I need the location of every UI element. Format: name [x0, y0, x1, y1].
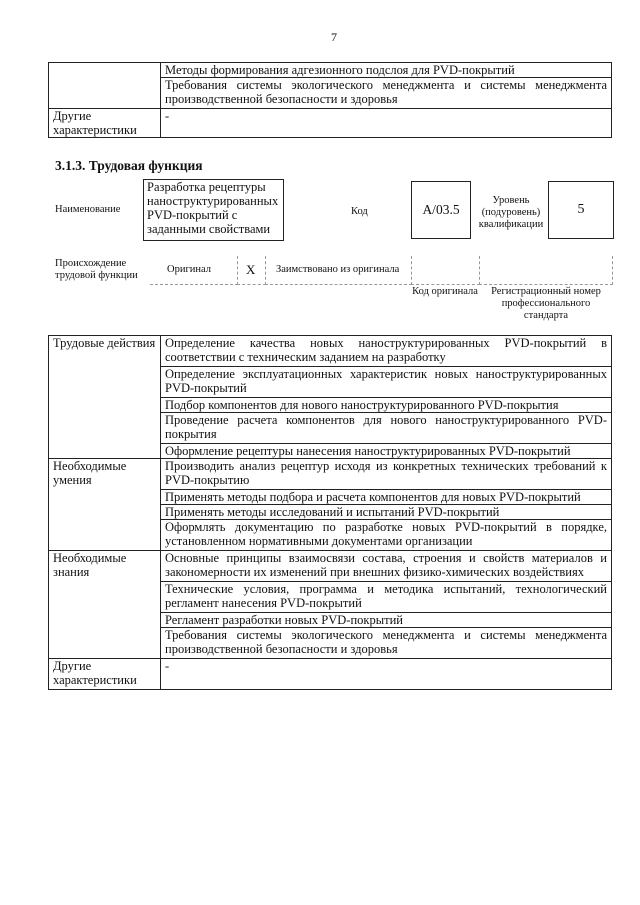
function-code-box: A/03.5: [411, 181, 471, 239]
code-original-caption: Код оригинала: [412, 286, 478, 297]
table-cell: Требования системы экологического менеджмента и системы менеджмента производственной безопасности и здоровья: [161, 78, 612, 109]
page-number: 7: [331, 30, 337, 44]
table-cell: Подбор компонентов для нового наноструктурированного PVD-покрытия: [161, 398, 612, 413]
origin-x-mark: X: [246, 262, 256, 277]
table-cell: Определение эксплуатационных характеристик новых наноструктурированных PVD-покрытий: [161, 367, 612, 398]
table-cell: Производить анализ рецептур исходя из конкретных технических требований к PVD-покрытию: [161, 459, 612, 490]
function-name-box: Разработка рецептуры наноструктурированных PVD-покрытий с заданными свойствами: [143, 179, 284, 241]
table-cell: Оформление рецептуры нанесения наноструктурированных PVD-покрытий: [161, 444, 612, 459]
section-label: Трудовые действия: [49, 336, 161, 459]
table-row: [49, 109, 612, 138]
table-row: [49, 336, 612, 367]
table-cell: Основные принципы взаимосвязи состава, строения и свойств материалов и закономерности их изменений при внешних физико-химических воздействиях: [161, 551, 612, 582]
table-row: [49, 459, 612, 490]
level-box: 5: [548, 181, 614, 239]
origin-original-text: Оригинал: [167, 264, 211, 275]
row-label: [49, 63, 161, 109]
section-label: Необходимые знания: [49, 551, 161, 659]
reg-number-caption: Регистрационный номер профессионального стандарта: [491, 286, 601, 321]
table-cell: Применять методы подбора и расчета компонентов для новых PVD-покрытий: [161, 490, 612, 505]
table-row: [49, 659, 612, 690]
table-cell: -: [161, 109, 612, 138]
section-label: Необходимые умения: [49, 459, 161, 551]
table-cell: Требования системы экологического менеджмента и системы менеджмента производственной безопасности и здоровья: [161, 628, 612, 659]
table-row: [49, 63, 612, 78]
function-details-table: [48, 335, 612, 690]
name-label: Наименование: [55, 204, 121, 215]
row-label: Другие характеристики: [49, 109, 161, 138]
origin-borrowed-text: Заимствовано из оригинала: [276, 264, 400, 275]
table-cell: Технические условия, программа и методика испытаний, технологический регламент нанесения PVD-покрытий: [161, 582, 612, 613]
table-cell: Проведение расчета компонентов для нового наноструктурированного PVD-покрытия: [161, 413, 612, 444]
table-cell: Регламент разработки новых PVD-покрытий: [161, 613, 612, 628]
table-cell: -: [161, 659, 612, 690]
table-cell: Оформлять документацию по разработке новых PVD-покрытий в порядке, установленном нормативными документами организации: [161, 520, 612, 551]
previous-function-table: [48, 62, 612, 138]
origin-reg-cell: [479, 256, 613, 285]
origin-label: Происхождение трудовой функции: [55, 258, 138, 281]
code-label: Код: [351, 206, 368, 217]
section-label: Другие характеристики: [49, 659, 161, 690]
level-label: Уровень (подуровень) квалификации: [478, 195, 544, 230]
table-cell: Методы формирования адгезионного подслоя для PVD-покрытий: [161, 63, 612, 78]
table-cell: Определение качества новых наноструктурированных PVD-покрытий в соответствии с техническим заданием на разработку: [161, 336, 612, 367]
section-heading: 3.1.3. Трудовая функция: [55, 158, 203, 173]
table-row: [49, 551, 612, 582]
origin-code-cell: [411, 256, 480, 285]
table-cell: Применять методы исследований и испытаний PVD-покрытий: [161, 505, 612, 520]
